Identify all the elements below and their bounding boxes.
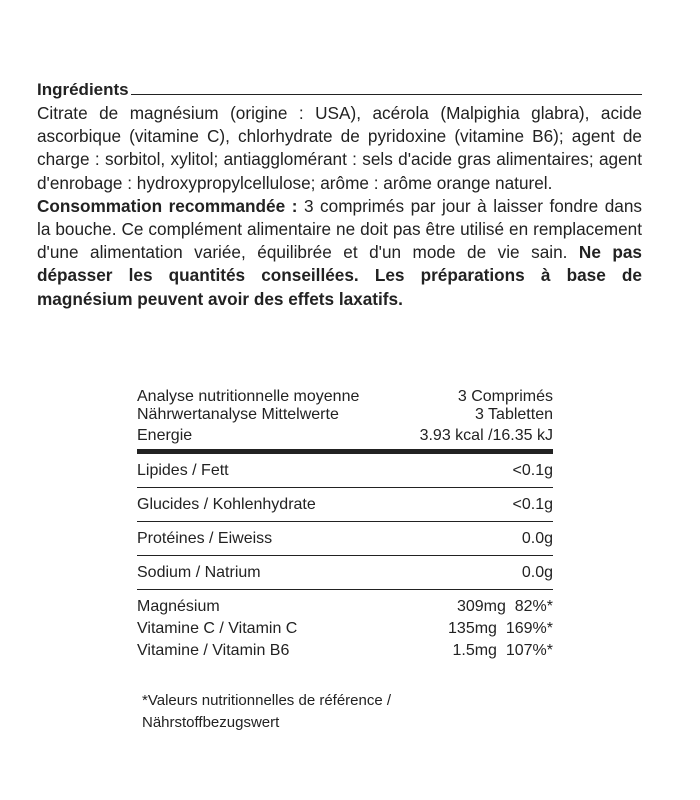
vitamin-percent: 82%* [514,598,553,615]
ingredients-heading-row [37,78,642,102]
nutrient-value: 0.0g [521,563,553,581]
nutrient-value: <0.1g [512,495,553,513]
header-fr-value: 3 Comprimés [457,388,553,405]
vitamin-percent: 107%* [505,642,553,659]
vitamin-label: Vitamine / Vitamin B6 [137,642,290,659]
heading-underline [131,78,642,95]
consumption-paragraph [37,195,642,311]
nutrient-label: Protéines / Eiweiss [137,529,273,547]
energy-row [137,424,553,448]
nutrient-label: Glucides / Kohlenhydrate [137,495,316,513]
vitamin-values [457,596,553,618]
vitamin-block [137,596,553,662]
vitamin-label: Magnésium [137,598,220,615]
header-fr-label: Analyse nutritionnelle moyenne [137,388,360,405]
vitamin-values [452,640,553,662]
consumption-text: 3 comprimés par jour à laisser fondre dans la bouche. Ce complément alimentaire ne doit pas être utilisé en remplacement d'une alimentation variée, équilibrée et d'un mode de vie sain. [37,195,642,263]
header-row-fr [137,388,553,406]
header-de-value: 3 Tabletten [475,406,553,423]
vitamin-row-c [137,618,553,640]
nutrition-table [137,388,553,662]
nutrient-row-lipids [137,454,553,488]
label-text-block [37,78,642,311]
energy-value: 3.93 kcal /16.35 kJ [419,427,553,444]
consumption-warning: Ne pas dépasser les quantités conseillées. Les préparations à base de magnésium peuvent avoir des effets laxatifs. [37,242,642,309]
nutrient-row-sodium [137,556,553,590]
vitamin-percent: 169%* [505,620,553,637]
vitamin-values [448,618,553,640]
header-de-label: Nährwertanalyse Mittelwerte [137,406,339,423]
consumption-label: Consommation recommandée : [37,195,298,216]
nutrient-value: 0.0g [521,529,553,547]
vitamin-amount: 1.5mg [452,642,497,659]
nutrient-row-protein [137,522,553,556]
nutrient-value: <0.1g [512,461,553,479]
nutrient-label: Lipides / Fett [137,461,229,479]
ingredients-text: Citrate de magnésium (origine : USA), acérola (Malpighia glabra), acide ascorbique (vitamine C), chlorhydrate de pyridoxine (vitamine B6); agent de charge : sorbitol, xylitol; antiagglomérant : sels d'acide gras alimentaires; agent d'enrobage : hydroxypropylcellulose; arôme : arôme orange naturel. [37,103,642,193]
energy-label: Energie [137,427,193,444]
nutrient-label: Sodium / Natrium [137,563,261,581]
nutrition-header [137,388,553,424]
footnote-line2: Nährstoffbezugswert [142,714,280,731]
vitamin-row-magnesium [137,596,553,618]
vitamin-row-b6 [137,640,553,662]
footnote-line1: *Valeurs nutritionnelles de référence / [142,692,392,709]
header-row-de [137,406,553,424]
ingredients-heading: Ingrédients [37,80,129,99]
vitamin-amount: 135mg [448,620,497,637]
vitamin-amount: 309mg [456,598,506,615]
nutrient-row-carbs [137,488,553,522]
vitamin-label: Vitamine C / Vitamin C [137,620,298,637]
footnote [142,690,391,734]
